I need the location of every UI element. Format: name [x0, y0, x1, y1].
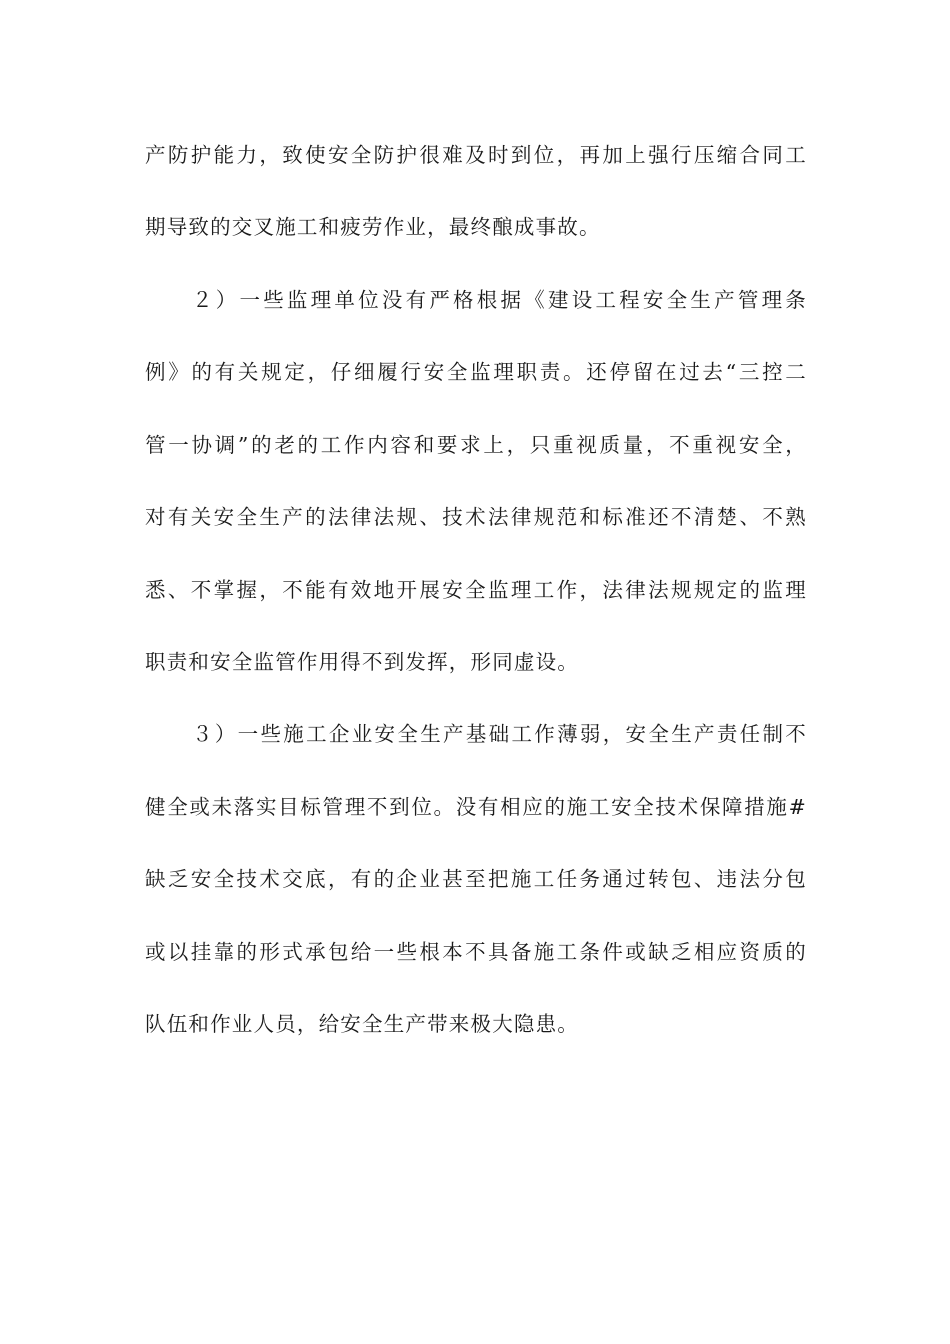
paragraph-line: 缺乏安全技术交底，有的企业甚至把施工任务通过转包、违法分包 — [145, 867, 807, 891]
paragraph-line: ３）一些施工企业安全生产基础工作薄弱，安全生产责任制不 — [192, 722, 807, 746]
paragraph-line: 或以挂靠的形式承包给一些根本不具备施工条件或缺乏相应资质的 — [145, 940, 807, 964]
paragraph-line: 产防护能力，致使安全防护很难及时到位，再加上强行压缩合同工 — [145, 143, 807, 167]
paragraph-line: 例》的有关规定，仔细履行安全监理职责。还停留在过去“三控二 — [145, 360, 807, 384]
paragraph-line: 职责和安全监管作用得不到发挥，形同虚设。 — [145, 650, 579, 674]
paragraph-line: 队伍和作业人员，给安全生产带来极大隐患。 — [145, 1012, 579, 1036]
paragraph-line: 健全或未落实目标管理不到位。没有相应的施工安全技术保障措施# — [145, 795, 807, 819]
paragraph-line: 悉、不掌握，不能有效地开展安全监理工作，法律法规规定的监理 — [145, 578, 807, 602]
paragraph-line: 管一协调”的老的工作内容和要求上，只重视质量，不重视安全， — [145, 433, 807, 457]
paragraph-line: 期导致的交叉施工和疲劳作业，最终酿成事故。 — [145, 215, 601, 239]
paragraph-line: ２）一些监理单位没有严格根据《建设工程安全生产管理条 — [192, 288, 807, 312]
paragraph-line: 对有关安全生产的法律法规、技术法律规范和标准还不清楚、不熟 — [145, 505, 807, 529]
